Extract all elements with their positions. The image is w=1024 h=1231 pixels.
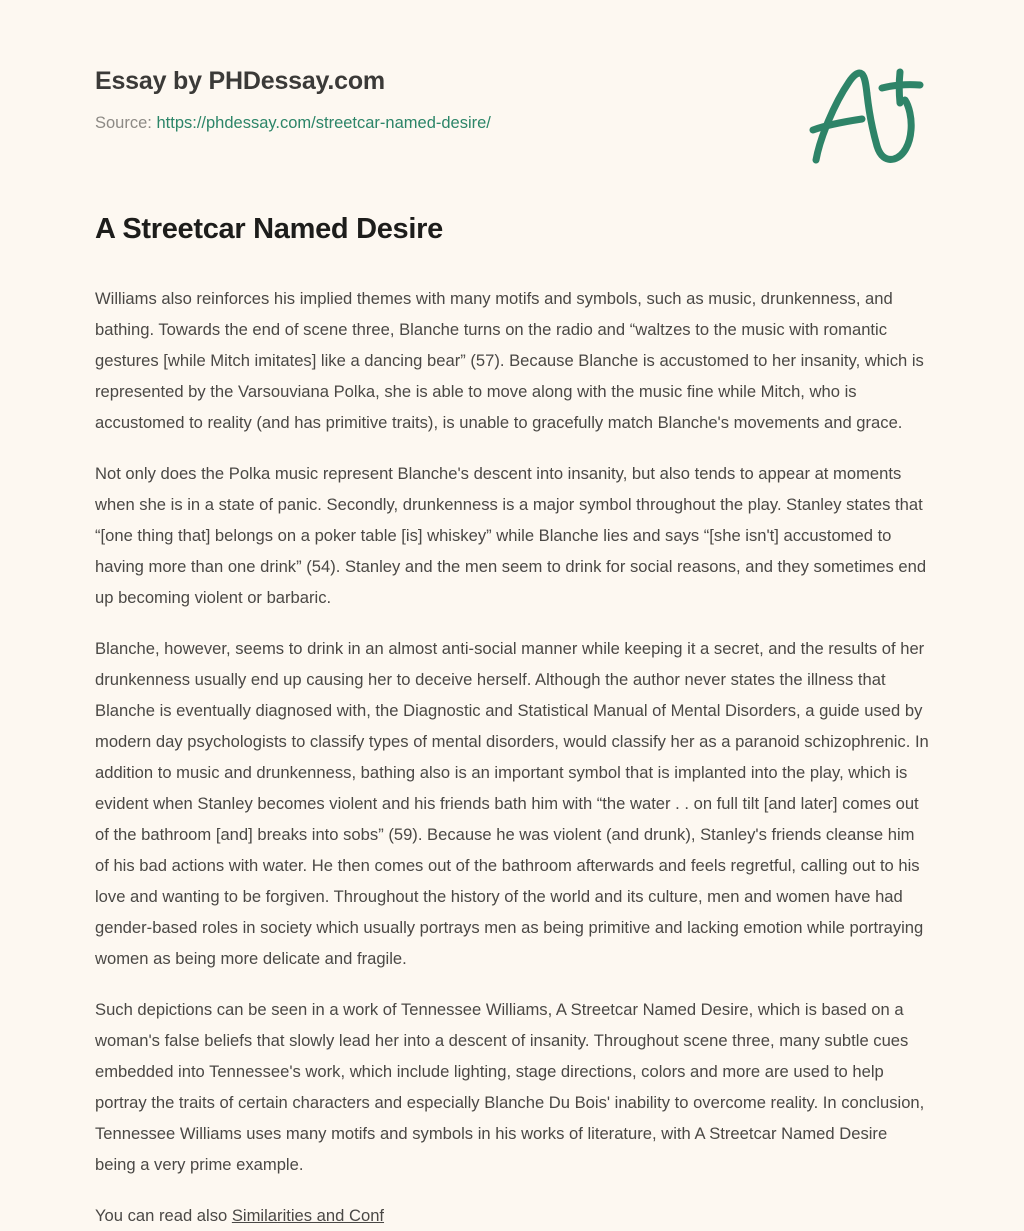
read-also-line xyxy=(95,1200,929,1231)
page-title: A Streetcar Named Desire xyxy=(95,213,443,246)
brand-title: Essay by PHDessay.com xyxy=(95,67,385,95)
read-also-link[interactable]: Similarities and Conf xyxy=(231,1205,385,1225)
page-header xyxy=(95,0,929,134)
source-label: Source: xyxy=(95,114,152,132)
source-url-link[interactable]: https://phdessay.com/streetcar-named-desire/ xyxy=(156,114,491,132)
body-paragraph: Not only does the Polka music represent Blanche's descent into insanity, but also tends to appear at moments when she is in a state of panic. Secondly, drunkenness is a major symbol throughout the play. Stanley states that “[one thing that] belongs on a poker table [is] whiskey” while Blanche lies and says “[she isn't] accustomed to having more than one drink” (54). Stanley and the men seem to drink for social reasons, and they sometimes end up becoming violent or barbaric. xyxy=(95,463,927,607)
body-paragraph: Williams also reinforces his implied themes with many motifs and symbols, such as music, drunkenness, and bathing. Towards the end of scene three, Blanche turns on the radio and “waltzes to the music with romantic gestures [while Mitch imitates] like a dancing bear” (57). Because Blanche is accustomed to her insanity, which is represented by the Varsouviana Polka, she is able to move along with the music fine while Mitch, who is accustomed to reality (and has primitive traits), is unable to gracefully match Blanche's movements and grace. xyxy=(95,288,924,432)
essay-body xyxy=(95,283,929,1231)
a-plus-logo-icon xyxy=(804,60,934,170)
read-also-prefix: You can read also xyxy=(95,1205,232,1225)
body-paragraph: Blanche, however, seems to drink in an almost anti-social manner while keeping it a secret, and the results of her drunkenness usually end up causing her to deceive herself. Although the author never states the illness that Blanche is eventually diagnosed with, the Diagnostic and Statistical Manual of Mental Disorders, a guide used by modern day psychologists to classify types of mental disorders, would classify her as a paranoid schizophrenic. In addition to music and drunkenness, bathing also is an important symbol that is implanted into the play, which is evident when Stanley becomes violent and his friends bath him with “the water . . on full tilt [and later] comes out of the bathroom [and] breaks into sobs” (59). Because he was violent (and drunk), Stanley's friends cleanse him of his bad actions with water. He then comes out of the bathroom afterwards and feels regretful, calling out to his love and wanting to be forgiven. Throughout the history of the world and its culture, men and women have had gender-based roles in society which usually portrays men as being primitive and lacking emotion while portraying women as being more delicate and fragile. xyxy=(95,638,929,968)
body-paragraph: Such depictions can be seen in a work of Tennessee Williams, A Streetcar Named Desire, which is based on a woman's false beliefs that slowly lead her into a descent of insanity. Throughout scene three, many subtle cues embedded into Tennessee's work, which include lighting, stage directions, colors and more are used to help portray the traits of certain characters and especially Blanche Du Bois' inability to overcome reality. In conclusion, Tennessee Williams uses many motifs and symbols in his works of literature, with A Streetcar Named Desire being a very prime example. xyxy=(95,999,925,1174)
